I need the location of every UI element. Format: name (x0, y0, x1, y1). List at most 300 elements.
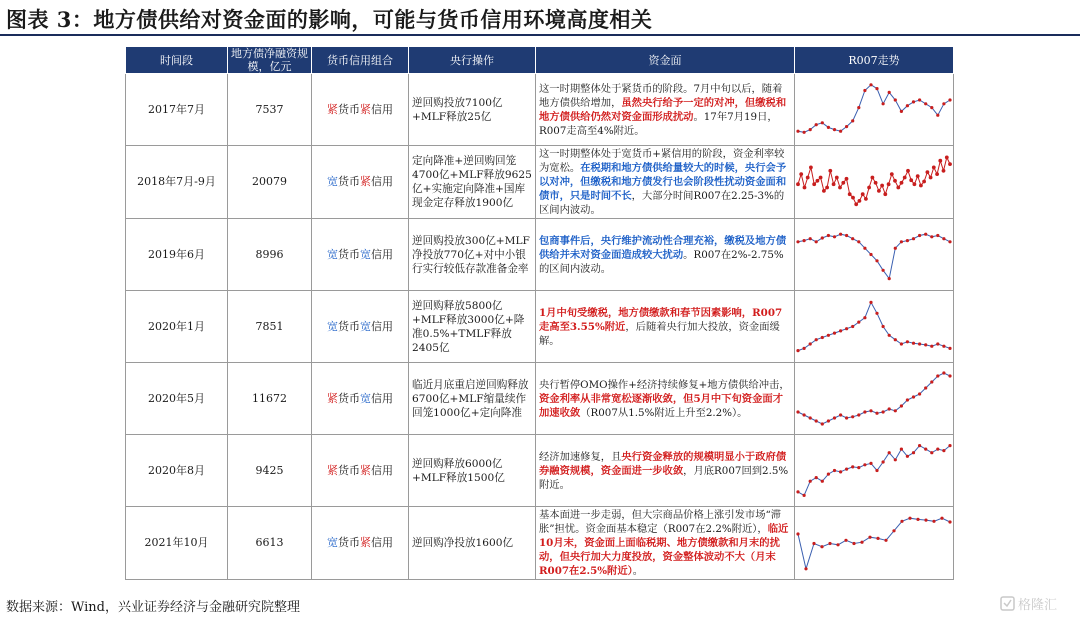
sparkline-point (942, 449, 945, 452)
sparkline-point (882, 269, 885, 272)
sparkline-point (909, 178, 913, 182)
liquidity-text-segment: （R007从1.5%附近上升至2.2%）。 (580, 406, 748, 419)
sparkline-point (935, 172, 939, 176)
sparkline-point (796, 410, 799, 413)
sparkline-point (851, 465, 854, 468)
sparkline-point (815, 476, 818, 479)
r007-sparkline (795, 292, 953, 361)
sparkline-point (869, 301, 872, 304)
sparkline-point (875, 412, 878, 415)
liquidity-text-segment: 虽然央行给予一定的对冲，但缴税和地方债供给仍然对资金面形成扰动 (539, 96, 787, 123)
sparkline-point (828, 541, 831, 544)
sparkline-point (838, 185, 842, 189)
sparkline-point (906, 455, 909, 458)
combo-cell (312, 146, 409, 219)
sparkline-point (861, 192, 865, 196)
combo-segment: 宽 (327, 536, 338, 549)
sparkline-point (906, 104, 909, 107)
sparkline-point (869, 83, 872, 86)
sparkline-point (938, 158, 942, 162)
ops-cell: 逆回购投放7100亿+MLF释放25亿 (409, 74, 536, 146)
sparkline-point (930, 345, 933, 348)
r007-sparkline (795, 436, 953, 505)
sparkline-point (912, 451, 915, 454)
sparkline-point (900, 110, 903, 113)
sparkline-point (803, 347, 806, 350)
trend-cell (795, 507, 954, 580)
combo-segment: 紧 (360, 102, 371, 116)
sparkline-point (936, 374, 939, 377)
sparkline-point (806, 175, 810, 179)
combo-segment: 货币 (338, 391, 360, 405)
sparkline-point (888, 91, 891, 94)
sparkline-point (815, 240, 818, 243)
header-liquidity: 资金面 (536, 47, 795, 74)
scale-cell: 7851 (228, 291, 312, 363)
sparkline-point (932, 519, 935, 522)
sparkline-point (803, 185, 807, 189)
sparkline-point (936, 114, 939, 117)
ops-cell: 逆回购净投放1600亿 (409, 507, 536, 580)
r007-sparkline (795, 148, 953, 217)
sparkline-point (845, 176, 849, 180)
sparkline-point (912, 395, 915, 398)
sparkline-point (882, 325, 885, 328)
sparkline-point (869, 253, 872, 256)
sparkline-point (796, 182, 800, 186)
table-row (126, 74, 954, 146)
sparkline-point (924, 518, 927, 521)
sparkline-point (868, 535, 871, 538)
sparkline-point (832, 182, 836, 186)
combo-segment: 宽 (327, 319, 338, 333)
sparkline-point (833, 128, 836, 131)
combo-segment: 信用 (371, 463, 393, 477)
sparkline-point (857, 466, 860, 469)
liquidity-text-segment: 这一时期整体处于宽货币+紧信用的阶段，资金利率较为宽松。 (539, 148, 785, 174)
combo-cell (312, 363, 409, 435)
liquidity-cell (536, 363, 795, 435)
sparkline-point (825, 185, 829, 189)
liquidity-text-segment: 。 (632, 565, 644, 577)
liquidity-cell (536, 146, 795, 219)
sparkline-point (948, 347, 951, 350)
combo-cell (312, 291, 409, 363)
liquidity-cell (536, 219, 795, 291)
sparkline-point (815, 123, 818, 126)
trend-cell (795, 219, 954, 291)
sparkline-point (839, 130, 842, 133)
sparkline-point (948, 520, 951, 523)
sparkline-point (922, 179, 926, 183)
trend-cell (795, 74, 954, 146)
sparkline-point (913, 182, 917, 186)
r007-sparkline (795, 220, 953, 289)
scale-cell: 20079 (228, 146, 312, 219)
liquidity-text-segment: 基本面进一步走弱，但大宗商品价格上涨引发市场“滞胀”担忧。资金面基本稳定（R007在2.2%附近）， (539, 509, 782, 535)
sparkline-point (882, 102, 885, 105)
sparkline-point (924, 102, 927, 105)
header-period: 时间段 (126, 47, 228, 74)
table-row (126, 219, 954, 291)
table-header-row (126, 47, 954, 74)
liquidity-text-segment: ，大部分时间R007在2.25-3%的区间内波动。 (539, 190, 785, 216)
sparkline-point (924, 448, 927, 451)
sparkline-point (874, 180, 878, 184)
sparkline-point (815, 419, 818, 422)
combo-segment: 信用 (371, 391, 393, 405)
sparkline-point (890, 172, 894, 176)
sparkline-point (863, 410, 866, 413)
sparkline-point (894, 409, 897, 412)
sparkline-point (820, 545, 823, 548)
sparkline-point (875, 312, 878, 315)
combo-segment: 宽 (360, 319, 371, 333)
page-title: 图表 3：地方债供给对资金面的影响，可能与货币信用环境高度相关 (6, 7, 653, 32)
sparkline-point (942, 237, 945, 240)
r007-sparkline (795, 75, 953, 144)
sparkline-point (851, 119, 854, 122)
sparkline-point (945, 155, 949, 159)
table-row (126, 291, 954, 363)
sparkline-point (888, 451, 891, 454)
sparkline-point (918, 98, 921, 101)
sparkline-point (857, 240, 860, 243)
sparkline-point (929, 175, 933, 179)
sparkline-point (894, 338, 897, 341)
liquidity-text-segment: 。R007在2%-2.75%的区间内波动。 (539, 248, 784, 275)
sparkline-point (803, 413, 806, 416)
liquidity-text-segment: 央行资金释放的规模明显小于政府债券融资规模，资金面进一步收敛 (539, 450, 787, 477)
sparkline-point (918, 342, 921, 345)
sparkline-point (900, 342, 903, 345)
sparkline-path (798, 234, 950, 278)
combo-segment: 紧 (327, 463, 338, 477)
combo-cell (312, 219, 409, 291)
combo-segment: 紧 (360, 175, 371, 188)
sparkline-point (894, 458, 897, 461)
sparkline-point (906, 168, 910, 172)
sparkline-point (827, 473, 830, 476)
period-cell: 2018年7月-9月 (126, 146, 228, 219)
sparkline-point (854, 202, 858, 206)
sparkline-point (857, 106, 860, 109)
scale-cell: 7537 (228, 74, 312, 146)
sparkline-point (900, 404, 903, 407)
sparkline-point (948, 162, 952, 166)
sparkline-point (821, 422, 824, 425)
sparkline-point (857, 413, 860, 416)
sparkline-point (869, 409, 872, 412)
period-cell: 2017年7月 (126, 74, 228, 146)
sparkline-point (833, 332, 836, 335)
header-trend: R007走势 (795, 47, 954, 74)
sparkline-point (900, 519, 903, 522)
combo-segment: 宽 (360, 247, 371, 261)
combo-segment: 紧 (360, 536, 371, 549)
sparkline-point (900, 180, 904, 184)
sparkline-point (924, 233, 927, 236)
ops-cell: 逆回购释放5800亿+MLF释放3000亿+降准0.5%+TMLF释放2405亿 (409, 291, 536, 363)
sparkline-point (869, 462, 872, 465)
sparkline-point (930, 106, 933, 109)
sparkline-point (888, 407, 891, 410)
sparkline-point (833, 469, 836, 472)
sparkline-point (903, 175, 907, 179)
sparkline-point (839, 233, 842, 236)
sparkline-point (845, 327, 848, 330)
liquidity-text-segment: 资金利率从非常宽松逐渐收敛，但5月中下旬资金面才加速收敛 (539, 392, 783, 419)
sparkline-point (888, 334, 891, 337)
sparkline-point (860, 540, 863, 543)
sparkline-point (867, 185, 871, 189)
combo-segment: 货币 (338, 319, 360, 333)
sparkline-point (796, 130, 799, 133)
sparkline-point (875, 87, 878, 90)
period-cell: 2020年1月 (126, 291, 228, 363)
sparkline-point (894, 247, 897, 250)
sparkline-point (839, 413, 842, 416)
scale-cell: 11672 (228, 363, 312, 435)
sparkline-point (815, 338, 818, 341)
combo-cell (312, 507, 409, 580)
sparkline-point (845, 468, 848, 471)
sparkline-point (918, 444, 921, 447)
sparkline-point (930, 451, 933, 454)
sparkline-point (942, 168, 946, 172)
sparkline-point (819, 175, 823, 179)
sparkline-point (827, 419, 830, 422)
sparkline-point (796, 532, 799, 535)
combo-segment: 宽 (327, 175, 338, 188)
sparkline-point (835, 175, 839, 179)
sparkline-point (942, 102, 945, 105)
combo-segment: 信用 (371, 319, 393, 333)
sparkline-point (839, 329, 842, 332)
sparkline-point (906, 340, 909, 343)
sparkline-point (906, 398, 909, 401)
sparkline-point (880, 183, 884, 187)
sparkline-point (884, 538, 887, 541)
sparkline-point (926, 170, 930, 174)
period-cell: 2020年8月 (126, 435, 228, 507)
sparkline-point (916, 517, 919, 520)
sparkline-path (798, 518, 950, 569)
combo-segment: 紧 (360, 463, 371, 477)
sparkline-point (803, 239, 806, 242)
combo-segment: 货币 (338, 102, 360, 116)
trend-cell (795, 363, 954, 435)
sparkline-point (906, 239, 909, 242)
header-ops: 央行操作 (409, 47, 536, 74)
sparkline-point (796, 490, 799, 493)
sparkline-point (918, 392, 921, 395)
sparkline-point (796, 349, 799, 352)
sparkline-path (798, 85, 950, 133)
sparkline-path (798, 373, 950, 424)
sparkline-point (851, 415, 854, 418)
sparkline-point (839, 470, 842, 473)
sparkline-point (821, 336, 824, 339)
table-row (126, 146, 954, 219)
combo-segment: 宽 (327, 247, 338, 261)
sparkline-point (900, 448, 903, 451)
sparkline-point (836, 543, 839, 546)
sparkline-point (844, 538, 847, 541)
sparkline-point (930, 380, 933, 383)
liquidity-text-segment: 临近10月末，资金面上面临税期、地方债缴款和月末的扰动，但央行加大力度投放，资金整体波动不大（月末R007在2.5%附近） (539, 523, 789, 577)
sparkline-point (828, 168, 832, 172)
combo-cell (312, 74, 409, 146)
period-cell: 2021年10月 (126, 507, 228, 580)
combo-segment: 信用 (371, 102, 393, 116)
sparkline-point (942, 371, 945, 374)
liquidity-cell (536, 507, 795, 580)
sparkline-point (892, 529, 895, 532)
combo-segment: 货币 (338, 463, 360, 477)
sparkline-point (796, 240, 799, 243)
sparkline-point (845, 416, 848, 419)
sparkline-point (882, 460, 885, 463)
header-scale: 地方债净融资规模，亿元 (228, 47, 312, 74)
sparkline-point (900, 240, 903, 243)
header-combo: 货币信用组合 (312, 47, 409, 74)
combo-segment: 货币 (338, 536, 360, 549)
table-row (126, 435, 954, 507)
sparkline-point (876, 536, 879, 539)
sparkline-path (798, 157, 950, 204)
sparkline-point (821, 236, 824, 239)
sparkline-point (851, 195, 855, 199)
sparkline-point (875, 469, 878, 472)
sparkline-point (845, 125, 848, 128)
sparkline-point (821, 121, 824, 124)
scale-cell: 6613 (228, 507, 312, 580)
sparkline-point (833, 235, 836, 238)
combo-segment: 宽 (360, 391, 371, 405)
sparkline-point (863, 89, 866, 92)
sparkline-point (948, 240, 951, 243)
trend-cell (795, 435, 954, 507)
sparkline-point (883, 192, 887, 196)
liquidity-text-segment: 。17年7月19日，R007走高至4%附近。 (539, 110, 778, 137)
sparkline-point (803, 131, 806, 134)
scale-cell: 9425 (228, 435, 312, 507)
combo-segment: 紧 (327, 391, 338, 405)
liquidity-text-segment: 包商事件后，央行维护流动性合理充裕，缴税及地方债供给并未对资金面造成较大扰动 (539, 234, 787, 261)
combo-segment: 信用 (371, 536, 393, 549)
sparkline-point (942, 345, 945, 348)
sparkline-point (908, 516, 911, 519)
sparkline-point (875, 259, 878, 262)
sparkline-point (948, 374, 951, 377)
combo-segment: 货币 (338, 175, 360, 188)
sparkline-point (912, 342, 915, 345)
period-cell: 2019年6月 (126, 219, 228, 291)
liquidity-cell (536, 291, 795, 363)
sparkline-point (863, 463, 866, 466)
title-rule (0, 34, 1080, 36)
sparkline-point (936, 448, 939, 451)
sparkline-point (932, 165, 936, 169)
sparkline-point (812, 182, 816, 186)
sparkline-point (930, 235, 933, 238)
sparkline-point (827, 126, 830, 129)
source-note: 数据来源：Wind，兴业证券经济与金融研究院整理 (6, 600, 300, 615)
table-row (126, 363, 954, 435)
sparkline-point (799, 172, 803, 176)
r007-sparkline (795, 509, 953, 578)
ops-cell: 逆回购释放6000亿+MLF释放1500亿 (409, 435, 536, 507)
sparkline-point (882, 410, 885, 413)
sparkline-point (896, 185, 900, 189)
sparkline-point (827, 234, 830, 237)
watermark-logo (1000, 594, 1070, 614)
sparkline-point (888, 277, 891, 280)
liquidity-text-segment: 在税期和地方债供给量较大的时候，央行会予以对冲，但缴税和地方债发行也会阶段性扰动资金面和债市，只是时间不长 (539, 162, 787, 202)
sparkline-point (816, 178, 820, 182)
liquidity-text-segment: ，月底R007回到2.5%附近。 (539, 464, 789, 491)
sparkline-point (864, 197, 868, 201)
liquidity-text-segment: 经济加速修复，且 (539, 450, 622, 463)
sparkline-point (809, 416, 812, 419)
sparkline-point (851, 325, 854, 328)
sparkline-point (919, 183, 923, 187)
sparkline-point (893, 178, 897, 182)
sparkline-point (916, 174, 920, 178)
sparkline-point (833, 416, 836, 419)
sparkline-point (936, 234, 939, 237)
sparkline-point (809, 128, 812, 131)
sparkline-point (809, 165, 813, 169)
sparkline-point (894, 98, 897, 101)
sparkline-point (857, 321, 860, 324)
sparkline-point (912, 237, 915, 240)
sparkline-point (812, 541, 815, 544)
table-body (126, 74, 954, 580)
sparkline-point (912, 100, 915, 103)
liquidity-cell (536, 435, 795, 507)
sparkline-point (841, 180, 845, 184)
liquidity-text-segment: 央行暂停OMO操作+经济持续修复+地方债供给冲击， (539, 378, 790, 391)
sparkline-point (918, 234, 921, 237)
liquidity-text-segment: ，后随着央行加大投放，资金面缓解。 (539, 320, 780, 347)
liquidity-text-segment: 1月中旬受缴税，地方债缴款和春节因素影响，R007走高至3.55%附近 (539, 306, 783, 333)
liquidity-text-segment: 这一时期整体处于紧货币的阶段。7月中旬以后，随着地方债供给增加， (539, 82, 783, 109)
sparkline-point (863, 247, 866, 250)
sparkline-path (798, 302, 950, 350)
sparkline-point (803, 494, 806, 497)
sparkline-path (798, 446, 950, 496)
combo-segment: 信用 (371, 247, 393, 261)
combo-cell (312, 435, 409, 507)
sparkline-point (821, 480, 824, 483)
sparkline-point (804, 567, 807, 570)
table-row (126, 507, 954, 580)
trend-cell (795, 291, 954, 363)
scale-cell: 8996 (228, 219, 312, 291)
combo-segment: 紧 (327, 102, 338, 116)
combo-segment: 信用 (371, 175, 393, 188)
sparkline-point (948, 98, 951, 101)
sparkline-point (863, 316, 866, 319)
sparkline-point (948, 444, 951, 447)
sparkline-point (924, 386, 927, 389)
combo-segment: 货币 (338, 247, 360, 261)
period-cell: 2020年5月 (126, 363, 228, 435)
ops-cell: 定向降准+逆回购回笼4700亿+MLF释放9625亿+实施定向降准+国库现金定存释放1900亿 (409, 146, 536, 219)
sparkline-point (851, 237, 854, 240)
